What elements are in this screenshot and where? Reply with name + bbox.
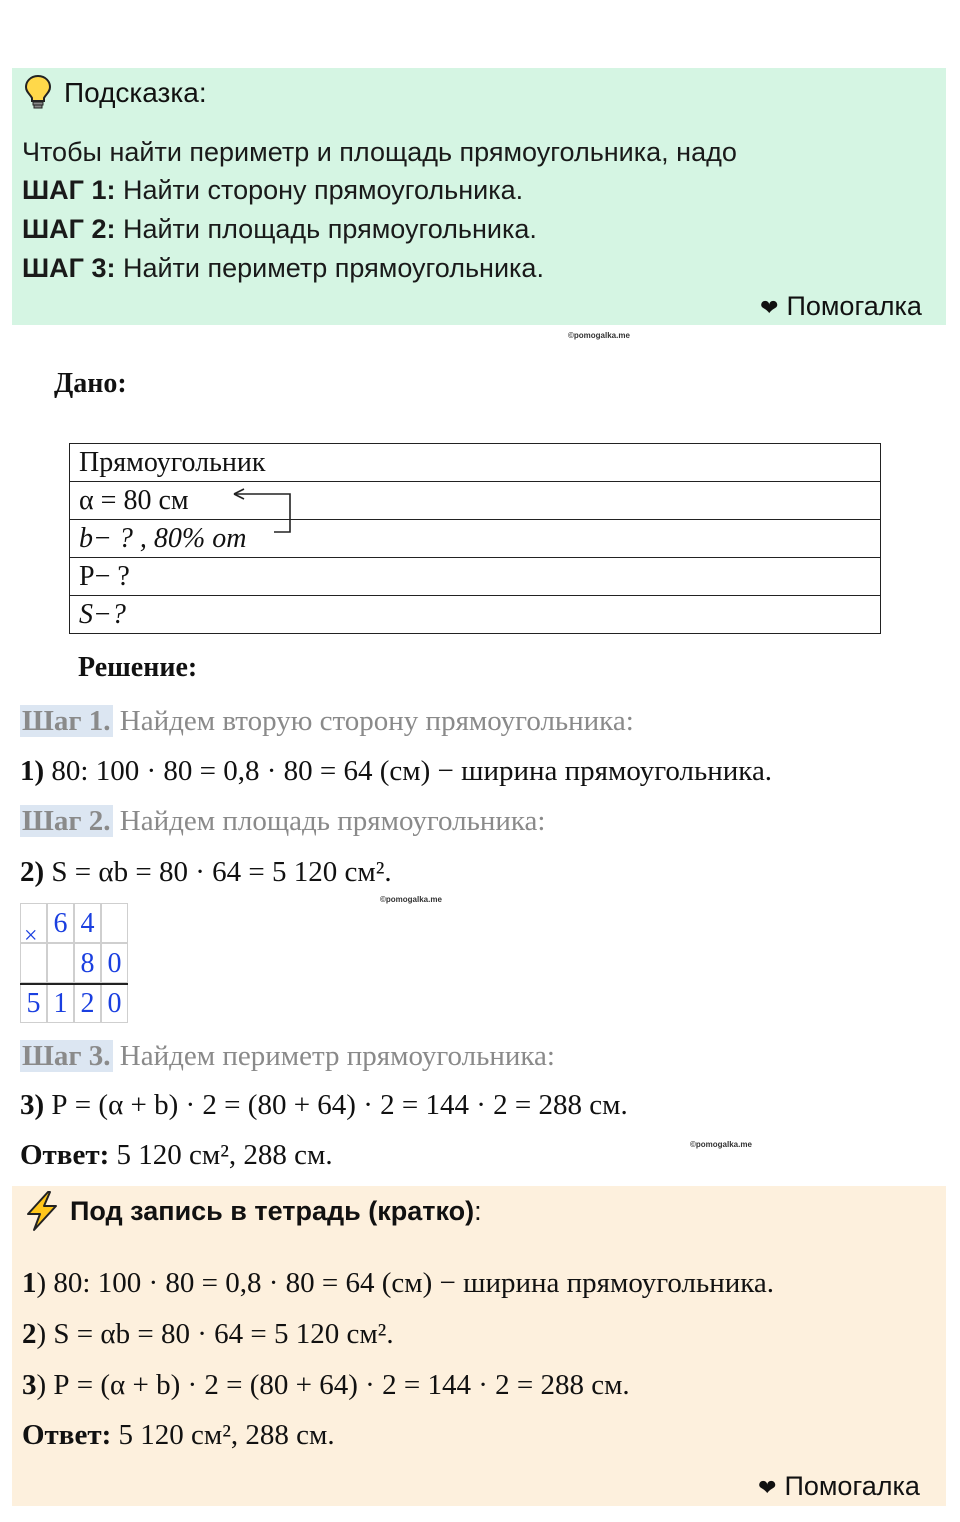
step-1-line [20, 705, 634, 738]
brand-label [760, 291, 922, 322]
step-text: Найдем площадь прямоугольника: [112, 805, 546, 837]
digit-cell: 5 [20, 983, 47, 1023]
given-row: α = 80 см [70, 482, 880, 520]
multiply-sign: × [24, 923, 38, 949]
solution-line-3 [20, 1089, 628, 1122]
digit-cell: 6 [47, 903, 74, 943]
answer-line [20, 1139, 333, 1172]
watermark: ©pomogalka.me [690, 1140, 752, 1149]
solution-heading: Решение: [78, 652, 198, 683]
line-number: 1) [20, 755, 45, 787]
line-text: ) 80: 100 · 80 = 0,8 · 80 = 64 (см) − ширина прямоугольника. [36, 1267, 775, 1299]
given-row: Р− ? [70, 558, 880, 596]
note-line-3 [22, 1369, 630, 1402]
line-number: 1 [22, 1267, 37, 1299]
step-label: Шаг 2. [22, 805, 111, 837]
digit-cell: 0 [101, 943, 128, 983]
line-text: S = αb = 80 · 64 = 5 120 см². [44, 856, 392, 888]
note-title [70, 1196, 482, 1227]
answer-text: 5 120 см², 288 см. [111, 1419, 335, 1451]
hint-intro: Чтобы найти периметр и площадь прямоугольника, надо [22, 137, 737, 167]
digit-cell: 2 [74, 983, 101, 1023]
note-title-text: Под запись в тетрадь (кратко) [70, 1196, 475, 1226]
step-label: Шаг 1. [22, 705, 111, 737]
empty-cell [47, 943, 74, 983]
given-row: b− ? , 80% от [70, 520, 880, 558]
note-line-1 [22, 1267, 774, 1300]
hint-step-label: ШАГ 1: [22, 175, 116, 205]
arrow-connector-icon [230, 484, 300, 538]
line-text: 80: 100 · 80 = 0,8 · 80 = 64 (см) − ширина прямоугольника. [44, 755, 773, 787]
solution-line-2 [20, 856, 392, 889]
given-row: Прямоугольник [70, 444, 880, 482]
given-row: S−? [79, 599, 126, 630]
hint-step-label: ШАГ 2: [22, 214, 116, 244]
step-2-line [20, 805, 545, 838]
note-title-colon: : [474, 1196, 482, 1226]
note-line-2 [22, 1318, 394, 1351]
digit-cell: 8 [74, 943, 101, 983]
given-heading: Дано: [54, 368, 127, 399]
line-text: ) Р = (α + b) · 2 = (80 + 64) · 2 = 144 · 2 = 288 см. [36, 1369, 630, 1401]
lightning-icon [22, 1190, 62, 1232]
heart-icon: ❤ [758, 1475, 777, 1500]
lightbulb-icon [24, 74, 52, 110]
brand-label [758, 1471, 920, 1502]
line-number: 2 [22, 1318, 37, 1350]
solution-line-1 [20, 755, 772, 788]
given-table [69, 443, 881, 634]
step-label: Шаг 3. [22, 1040, 111, 1072]
hint-step-3 [22, 253, 544, 284]
hint-step-text: Найти площадь прямоугольника. [115, 214, 537, 244]
hint-title: Подсказка: [64, 77, 207, 108]
brand-text: Помогалка [786, 291, 922, 321]
answer-label: Ответ: [22, 1419, 112, 1451]
mult-underline [20, 983, 128, 985]
hint-step-text: Найти сторону прямоугольника. [115, 175, 524, 205]
hint-step-label: ШАГ 3: [22, 253, 116, 283]
heart-icon: ❤ [760, 295, 779, 320]
line-number: 2) [20, 856, 45, 888]
hint-step-text: Найти периметр прямоугольника. [115, 253, 544, 283]
watermark: ©pomogalka.me [568, 331, 630, 340]
step-3-line [20, 1040, 555, 1073]
digit-cell: 1 [47, 983, 74, 1023]
line-text: Р = (α + b) · 2 = (80 + 64) · 2 = 144 · 2 = 288 см. [44, 1089, 628, 1121]
watermark: ©pomogalka.me [380, 895, 442, 904]
brand-text: Помогалка [784, 1471, 920, 1501]
hint-step-2 [22, 214, 537, 245]
digit-cell: 0 [101, 983, 128, 1023]
step-text: Найдем вторую сторону прямоугольника: [112, 705, 634, 737]
note-answer-line [22, 1419, 335, 1452]
line-number: 3) [20, 1089, 45, 1121]
step-text: Найдем периметр прямоугольника: [112, 1040, 555, 1072]
answer-text: 5 120 см², 288 см. [109, 1139, 333, 1171]
multiplication-grid [20, 903, 130, 1023]
line-text: ) S = αb = 80 · 64 = 5 120 см². [36, 1318, 394, 1350]
empty-cell [101, 903, 128, 943]
line-number: 3 [22, 1369, 37, 1401]
digit-cell: 4 [74, 903, 101, 943]
answer-label: Ответ: [20, 1139, 110, 1171]
hint-step-1 [22, 175, 523, 206]
